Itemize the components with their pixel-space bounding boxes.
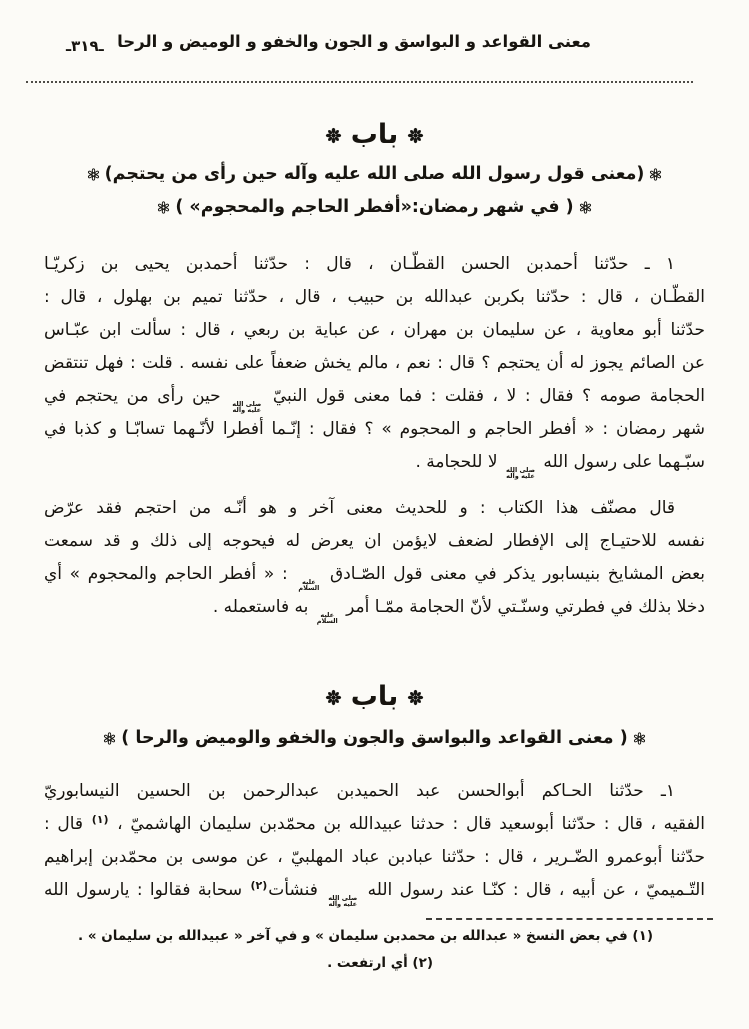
hadith-paragraph-2	[44, 775, 705, 907]
body-line: القطّـان ، قال : حدّثنا بكربن عبدالله بن حبيب ، قال ، حدّثنا تميم بن بهلول ، قال :	[44, 287, 705, 307]
footnote-marker-2: (٢)	[250, 879, 268, 892]
body-line: الفقيه ، قال : حدّثنا أبوسعيد قال : حدثنا عبيدالله بن محمّدبن سليمان الهاشميّ ، $^{(١)}$ قال :	[44, 813, 706, 834]
body-line: شهر رمضان : « أفطر الحاجم و المحجوم » ؟ فقال : إنّـما أفطرا لأنّـهما تسابّـا و كذبا في	[44, 419, 705, 439]
body-line: نفسه للاحتيـاج إلى الإفطار لضعف لايؤمن ان يعرض له فيحوجه إلى ذلك و قد سمعت	[44, 531, 705, 551]
sallallahu-honorific-mark: صلى الله عليه وآله	[232, 400, 262, 414]
body-line: حدّثنا أبو معاوية ، عن سليمان بن مهران ، عن عباية بن ربعي ، قال : سألت ابن عبّـاس	[44, 320, 705, 340]
footnote-marker-1: (١)	[91, 813, 109, 826]
body-line: ١ ـ حدّثنا أحمدبن الحسن القطّـان ، قال : حدّثنا أحمدبن يحيى بن زكريّـا	[44, 254, 675, 274]
body-line: قال مصنّف هذا الكتاب : و للحديث معنى آخر و هو أنّـه من احتجم فقد عرّض	[44, 498, 675, 518]
flower-ornament-icon	[407, 689, 424, 706]
page-header	[0, 32, 749, 60]
chapter-heading-label: باب	[350, 119, 399, 150]
body-line: عن الصائم يجوز له أن يحتجم ؟ قال : نعم ، مالم يخش ضعفاً على نفسه . قلت : فهل تنتقض	[44, 353, 705, 373]
footnote-1: (١) في بعض النسخ « عبدالله بن محمدبن سليمان » و في آخر « عبيدالله بن سليمان » .	[78, 928, 653, 944]
sallallahu-honorific-mark: صلى الله عليه وآله	[328, 894, 358, 908]
chapter-heading-2	[44, 680, 705, 714]
alayhissalam-honorific-mark: عليه السلام	[298, 578, 320, 592]
footnote-2: (٢) أي ارتفعت .	[327, 955, 433, 971]
star-ornament-icon	[649, 168, 662, 181]
chapter-subtitle-line	[44, 191, 705, 224]
chapter-subtitle-line	[44, 158, 705, 191]
chapter-subtitle-text: ( في شهر رمضان:«أفطر الحاجم والمحجوم» )	[175, 197, 574, 217]
chapter-subtitle-text: (معنى قول رسول الله صلى الله عليه وآله حين رأى من يحتجم)	[104, 164, 645, 184]
chapter-heading-1	[44, 118, 705, 152]
chapter-subtitle-line	[44, 722, 705, 755]
star-ornament-icon	[579, 201, 592, 214]
body-line: سبّـهما على رسول الله صلى الله عليه وآله لا للحجامة .	[415, 452, 705, 480]
body-line: بعض المشايخ بنيسابور يذكر في معنى قول الصّـادق عليه السلام : « أفطر الحاجم والمحجوم » أي	[44, 564, 705, 592]
sallallahu-honorific-mark: صلى الله عليه وآله	[505, 466, 535, 480]
running-head-title: معنى القواعد و البواسق و الجون والخفو و الوميض و الرحا	[117, 32, 591, 51]
chapter-subtitle-text: ( معنى القواعد والبواسق والجون والخفو والوميض والرحا )	[121, 728, 628, 748]
star-ornament-icon	[633, 732, 646, 745]
flower-ornament-icon	[325, 127, 342, 144]
footnote-divider-rule	[426, 918, 713, 920]
body-line: ١ـ حدّثنا الحـاكم أبوالحسن عبد الحميدبن عبدالرحمن بن الحسين النيسابوريّ	[44, 781, 675, 801]
star-ornament-icon	[103, 732, 116, 745]
chapter-heading-label: باب	[350, 681, 399, 712]
flower-ornament-icon	[407, 127, 424, 144]
footnote-area	[44, 918, 705, 977]
hadith-paragraph-1	[44, 248, 705, 479]
author-comment-paragraph	[44, 492, 705, 624]
header-divider-rule	[26, 81, 693, 83]
body-line: الحجامة صومه ؟ فقال : لا ، فقلت : فما معنى قول النبيّ صلى الله عليه وآله حين رأى من يحتجم في	[44, 386, 705, 414]
star-ornament-icon	[157, 201, 170, 214]
page-body	[44, 98, 705, 977]
page-number: ـ٣١٩ـ	[66, 37, 104, 55]
alayhissalam-honorific-mark: عليه السلام	[316, 611, 338, 625]
flower-ornament-icon	[325, 689, 342, 706]
body-line: دخلا بذلك في فطرتي وسنّـتي لأنّ الحجامة ممّـا أمر عليه السلام به فاستعمله .	[212, 597, 705, 625]
body-line: التّـميميّ ، عن أبيه ، قال : كنّـا عند رسول الله صلى الله عليه وآله فنشأت$^{(٢)}$ سحابة فقالوا : يارسول الله	[44, 879, 706, 908]
body-line: حدّثنا أبوعمرو الضّـرير ، قال : حدّثنا عبادبن عباد المهلبيّ ، عن موسى بن محمّدبن إبراهيم	[44, 847, 705, 867]
star-ornament-icon	[87, 168, 100, 181]
